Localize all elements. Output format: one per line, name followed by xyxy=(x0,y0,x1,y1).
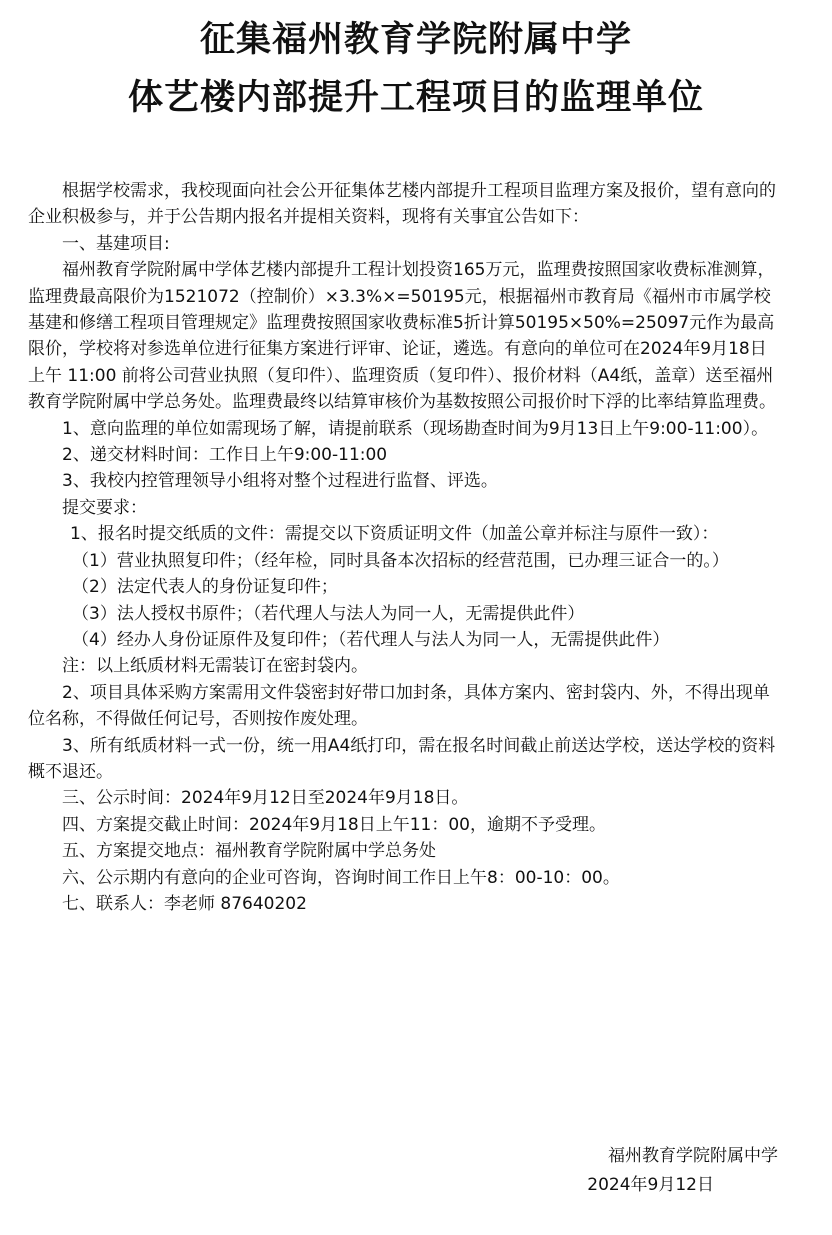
list-item: 三、公示时间：2024年9月12日至2024年9月18日。 xyxy=(62,788,469,809)
list-item: （2）法定代表人的身份证复印件； xyxy=(72,577,338,598)
list-item: 五、方案提交地点：福州教育学院附属中学总务处 xyxy=(62,841,436,862)
page-title-line1: 征集福州教育学院附属中学 xyxy=(199,20,632,60)
list-item: 2、递交材料时间：工作日上午9:00-11:00 xyxy=(62,445,388,466)
list-item: 1、意向监理的单位如需现场了解，请提前联系（现场勘查时间为9月13日上午9:00-11:00）。 xyxy=(62,418,769,439)
list-item: 3、我校内控管理领导小组将对整个过程进行监督、评选。 xyxy=(62,471,498,492)
list-item: 2、项目具体采购方案需用文件袋密封好带口加封条，具体方案内、密封袋内、外，不得出现单位名称，不得做任何记号，否则按作废处理。 xyxy=(28,682,770,730)
list-item: 四、方案提交截止时间：2024年9月18日上午11：00，逾期不予受理。 xyxy=(62,814,606,835)
section-heading-project: 一、基建项目: xyxy=(62,233,170,254)
signature-date: 2024年9月12日 xyxy=(587,1175,714,1195)
list-item: 3、所有纸质材料一式一份，统一用A4纸打印，需在报名时间截止前送达学校，送达学校的资料概不退还。 xyxy=(28,735,776,782)
intro-paragraph: 根据学校需求，我校现面向社会公开征集体艺楼内部提升工程项目监理方案及报价，望有意向的企业积极参与，并于公告期内报名并提相关资料，现将有关事宜公告如下： xyxy=(28,181,776,228)
list-item: （1）营业执照复印件；（经年检，同时具备本次招标的经营范围，已办理三证合一的。） xyxy=(72,550,729,571)
notice-body xyxy=(28,178,782,917)
list-item: 1、报名时提交纸质的文件：需提交以下资质证明文件（加盖公章并标注与原件一致）： xyxy=(70,524,719,545)
note-text: 注：以上纸质材料无需装订在密封袋内。 xyxy=(62,656,368,677)
page-title-line2: 体艺楼内部提升工程项目的监理单位 xyxy=(127,78,704,118)
list-item: （4）经办人身份证原件及复印件；（若代理人与法人为同一人，无需提供此件） xyxy=(72,629,670,650)
list-item: 六、公示期内有意向的企业可咨询，咨询时间工作日上午8：00-10：00。 xyxy=(62,867,620,888)
section-heading-requirements: 提交要求： xyxy=(62,497,147,518)
project-description: 福州教育学院附属中学体艺楼内部提升工程计划投资165万元，监理费按照国家收费标准测算，监理费最高限价为1521072（控制价）×3.3%×=50195元，根据福州市教育局《福州市市属学校基建和修缮工程项目管理规定》监理费按照国家收费标准5折计算50195×50%=25097元作为最高限价，学校将对参选单位进行征集方案进行评审、论证，遴选。有意向的单位可在2024年9月18日上午 11:00 前将公司营业执照（复印件）、监理资质（复印件）、报价材料（A4纸，盖章）送至福州教育学院附属中学总务处。监理费最终以结算审核价为基数按照公司报价时下浮的比率结算监理费。 xyxy=(28,260,776,413)
signature-org: 福州教育学院附属中学 xyxy=(608,1146,778,1166)
contact-line: 七、联系人：李老师 87640202 xyxy=(62,893,307,914)
list-item: （3）法人授权书原件；（若代理人与法人为同一人，无需提供此件） xyxy=(72,603,585,624)
